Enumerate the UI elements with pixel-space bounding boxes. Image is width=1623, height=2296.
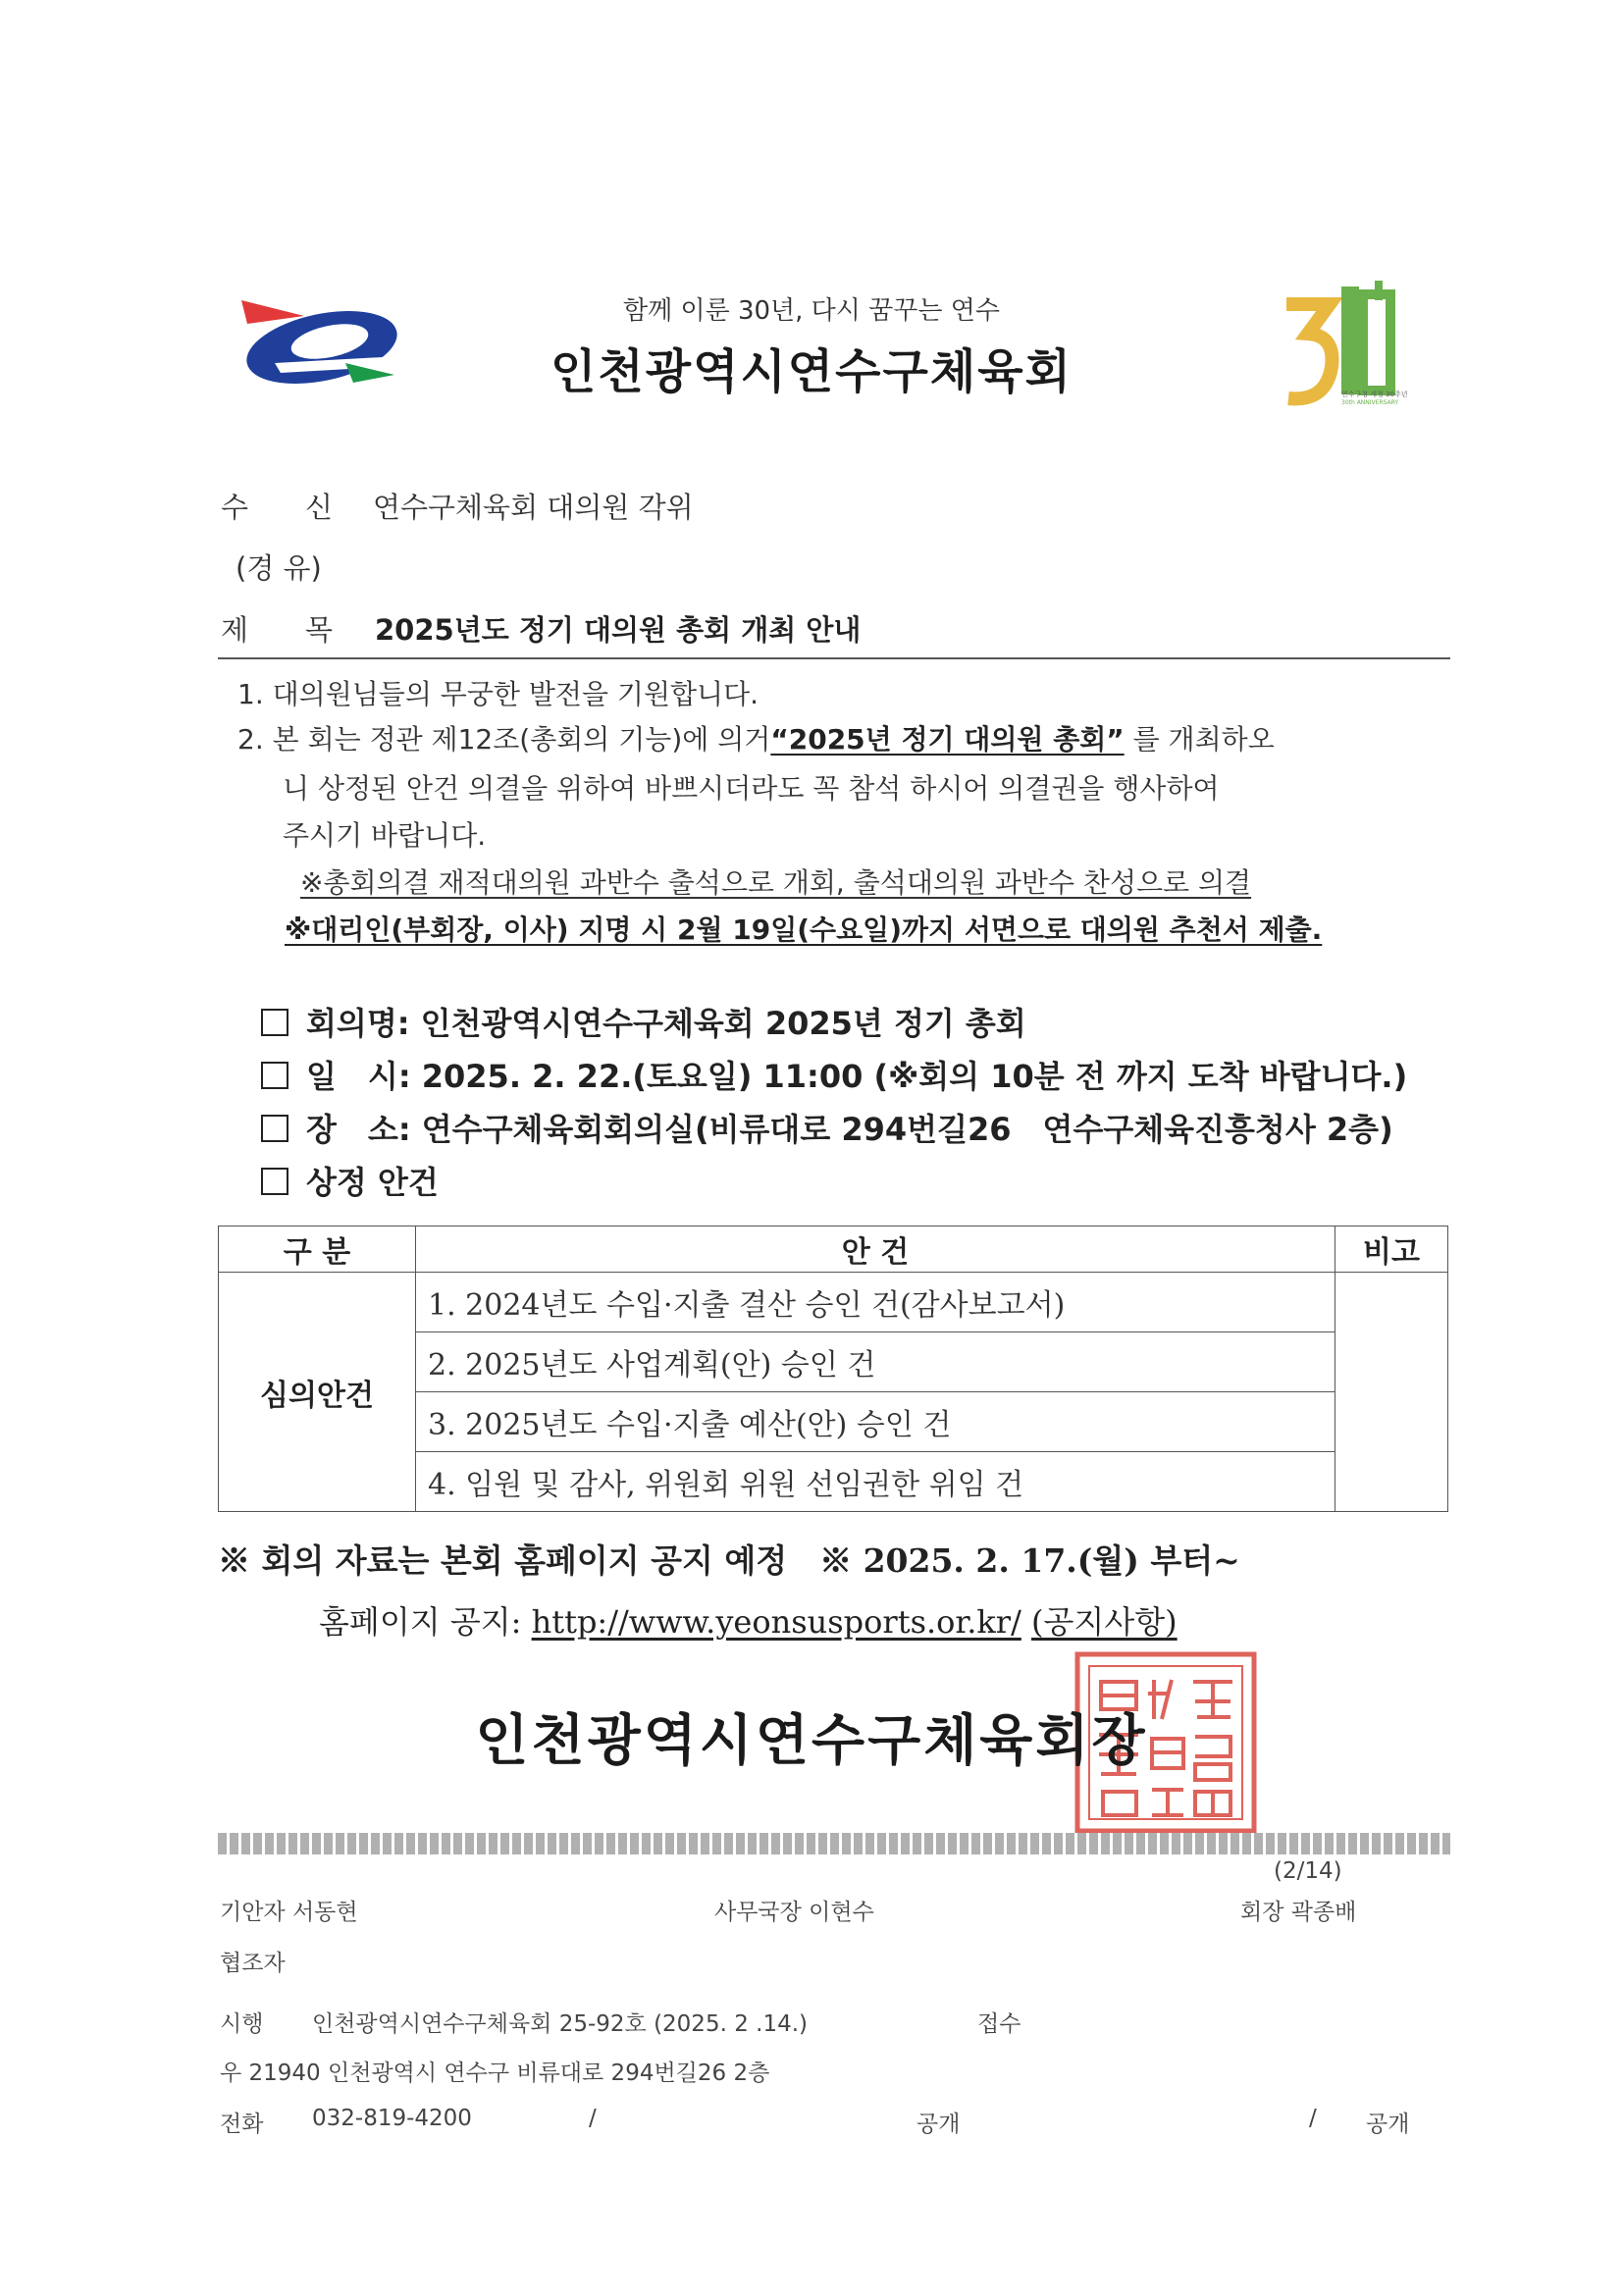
meeting-place: 장 소: 연수구체육회회의실(비류대로 294번길26 연수구체육진흥청사 2층) xyxy=(261,1105,1393,1150)
agenda-category: 심의안건 xyxy=(219,1273,416,1512)
header-agenda: 안 건 xyxy=(416,1226,1335,1273)
phone-number: 032-819-4200 xyxy=(312,2106,472,2131)
subject: 2025년도 정기 대의원 총회 개최 안내 xyxy=(375,613,862,647)
meeting-name: 회의명: 인천광역시연수구체육회 2025년 정기 총회 xyxy=(261,999,1026,1044)
separator: / xyxy=(1309,2106,1317,2131)
paragraph-1: 1. 대의원님들의 무궁한 발전을 기원합니다. xyxy=(237,678,759,710)
paragraph-2-post: 를 개최하오 xyxy=(1132,723,1275,756)
meeting-title-quote: “2025년 정기 대의원 총회” xyxy=(770,723,1125,756)
table-header-row xyxy=(219,1226,1448,1273)
separator: / xyxy=(589,2106,597,2131)
recipient-label: 수 신 xyxy=(221,491,334,524)
agenda-item: 4. 임원 및 감사, 위원회 위원 선임권한 위임 건 xyxy=(416,1452,1335,1512)
checkbox-icon xyxy=(261,1009,288,1036)
subject-label: 제 목 xyxy=(221,613,334,647)
drafter: 기안자 서동현 xyxy=(220,1900,358,1925)
address: 우 21940 인천광역시 연수구 비류대로 294번길26 2층 xyxy=(220,2061,770,2086)
checkbox-icon xyxy=(261,1115,288,1142)
paragraph-2-pre: 2. 본 회는 정관 제12조(총회의 기능)에 의거 xyxy=(237,723,771,756)
proxy-note: ※대리인(부회장, 이사) 지명 시 2월 19일(수요일)까지 서면으로 대의원 추천서 제출. xyxy=(285,913,1323,946)
homepage-link[interactable]: http://www.yeonsusports.or.kr/ xyxy=(531,1603,1021,1641)
issue-number: 인천광역시연수구체육회 25-92호 (2025. 2 .14.) xyxy=(312,2011,809,2037)
checkbox-icon xyxy=(261,1062,288,1089)
anniversary-30-logo xyxy=(1281,277,1418,409)
homepage-suffix: (공지사항) xyxy=(1031,1603,1178,1641)
agenda-item: 1. 2024년도 수입·지출 결산 승인 건(감사보고서) xyxy=(416,1273,1335,1332)
receipt-label: 접수 xyxy=(977,2011,1021,2037)
issue-label: 시행 xyxy=(220,2011,264,2037)
paragraph-2-line-3: 주시기 바랍니다. xyxy=(283,819,487,852)
footer-divider xyxy=(218,1833,1450,1854)
signature-title: 인천광역시연수구체육회장 xyxy=(475,1709,1148,1773)
agenda-item: 3. 2025년도 수입·지출 예산(안) 승인 건 xyxy=(416,1392,1335,1452)
remarks-cell xyxy=(1335,1273,1448,1512)
phone-label: 전화 xyxy=(220,2112,264,2137)
homepage-label: 홈페이지 공지: xyxy=(319,1603,522,1641)
disclosure-status-1: 공개 xyxy=(916,2112,961,2137)
president: 회장 곽종배 xyxy=(1240,1900,1357,1925)
cooperator-label: 협조자 xyxy=(220,1951,286,1976)
header-remarks: 비고 xyxy=(1335,1226,1448,1273)
anniversary-caption: 연수구청 개청 30주년 xyxy=(1341,391,1408,398)
checkbox-icon xyxy=(261,1168,288,1195)
paragraph-2 xyxy=(237,718,1275,757)
paragraph-2-line-2: 니 상정된 안건 의결을 위하여 바쁘시더라도 꼭 참석 하시어 의결권을 행사하여 xyxy=(283,772,1220,805)
quorum-note: ※총회의결 재적대의원 과반수 출석으로 개회, 출석대의원 과반수 찬성으로 의결 xyxy=(300,866,1252,899)
agenda-item: 2. 2025년도 사업계획(안) 승인 건 xyxy=(416,1332,1335,1392)
header-category: 구 분 xyxy=(219,1226,416,1273)
homepage-notice xyxy=(319,1597,1178,1643)
table-row xyxy=(219,1273,1448,1332)
agenda-table xyxy=(218,1226,1448,1512)
agenda-heading: 상정 안건 xyxy=(261,1158,439,1203)
secretary-general: 사무국장 이현수 xyxy=(714,1900,874,1925)
anniversary-caption-en: 30th ANNIVERSARY xyxy=(1341,399,1399,406)
subject-divider xyxy=(218,657,1450,659)
meeting-time: 일 시: 2025. 2. 22.(토요일) 11:00 (※회의 10분 전 까지 도착 바랍니다.) xyxy=(261,1052,1407,1097)
via-label: (경 유) xyxy=(236,551,322,585)
recipient: 연수구체육회 대의원 각위 xyxy=(373,491,694,524)
disclosure-status-2: 공개 xyxy=(1366,2112,1410,2137)
page-number: (2/14) xyxy=(1274,1858,1342,1884)
organization-name: 인천광역시연수구체육회 xyxy=(550,344,1073,399)
slogan: 함께 이룬 30년, 다시 꿈꾸는 연수 xyxy=(622,296,1001,326)
materials-notice: ※ 회의 자료는 본회 홈페이지 공지 예정 ※ 2025. 2. 17.(월) 부터~ xyxy=(218,1541,1240,1580)
